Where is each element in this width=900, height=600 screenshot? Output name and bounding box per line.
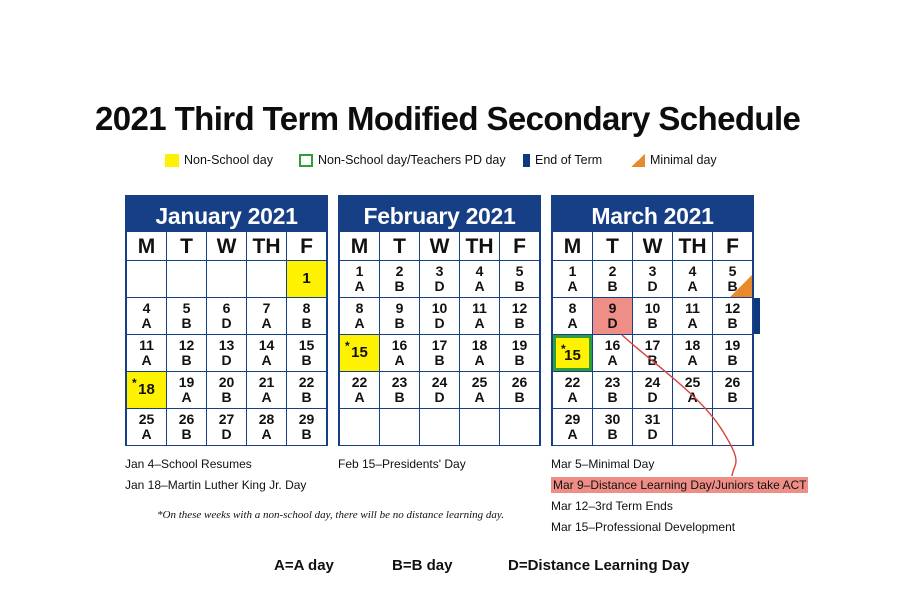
- day-cell: [167, 298, 206, 334]
- day-letter: A: [687, 352, 698, 368]
- day-letter: B: [221, 389, 232, 405]
- day-number: 31: [644, 411, 661, 427]
- day-number: 25: [138, 411, 155, 427]
- day-letter: A: [261, 352, 272, 368]
- empty-day-cell: [340, 409, 379, 445]
- day-letter: D: [434, 315, 445, 331]
- february-notes: [338, 454, 466, 475]
- day-letter: B: [181, 426, 192, 442]
- note-mar-professional-development: Mar 15–Professional Development: [551, 520, 736, 534]
- day-letter: D: [221, 426, 232, 442]
- day-letter: B: [727, 278, 738, 294]
- minimal-day-triangle-icon: [730, 275, 752, 297]
- day-cell: [553, 372, 592, 408]
- day-number: 9: [395, 300, 404, 316]
- day-number: 24: [644, 374, 661, 390]
- day-cell: [340, 335, 379, 371]
- day-cell: [380, 261, 419, 297]
- day-cell: [553, 409, 592, 445]
- day-number: 14: [258, 337, 275, 353]
- day-cell: [673, 372, 712, 408]
- day-letter: B: [301, 352, 312, 368]
- weekday-header: TH: [673, 232, 712, 260]
- day-number: 24: [431, 374, 448, 390]
- day-cell: [287, 261, 326, 297]
- day-number: 25: [471, 374, 488, 390]
- end-of-term-bar-icon: [754, 298, 760, 334]
- orange-triangle-swatch-icon: [631, 154, 645, 167]
- day-letter: A: [141, 352, 152, 368]
- day-letter: A: [474, 315, 485, 331]
- day-number: 9: [608, 300, 617, 316]
- day-number: 25: [684, 374, 701, 390]
- day-cell: [500, 298, 539, 334]
- empty-day-cell: [420, 409, 459, 445]
- note-feb-presidents-day: Feb 15–Presidents' Day: [338, 457, 466, 471]
- day-letter: B: [514, 315, 525, 331]
- day-cell: [127, 372, 166, 408]
- day-letter: A: [181, 389, 192, 405]
- day-number: 1: [302, 270, 311, 287]
- day-number: 5: [728, 263, 737, 279]
- day-number: 19: [178, 374, 195, 390]
- note-mar-distance-learning: Mar 9–Distance Learning Day/Juniors take ACT: [553, 478, 807, 492]
- weekday-header: F: [713, 232, 752, 260]
- day-cell: [287, 372, 326, 408]
- legend-end-term: [523, 153, 602, 167]
- day-number: 3: [435, 263, 444, 279]
- day-letter: A: [474, 389, 485, 405]
- day-letter: B: [647, 315, 658, 331]
- weekday-header: T: [380, 232, 419, 260]
- empty-day-cell: [247, 261, 286, 297]
- day-cell: [167, 335, 206, 371]
- day-letter: B: [301, 315, 312, 331]
- day-number: 15: [298, 337, 315, 353]
- green-outline-swatch-icon: [299, 154, 313, 167]
- legend-minimal: [631, 153, 717, 167]
- day-cell: [593, 335, 632, 371]
- day-number: 15: [564, 347, 581, 364]
- day-cell: [460, 261, 499, 297]
- day-number: 19: [511, 337, 528, 353]
- asterisk-mark: *: [345, 339, 350, 353]
- weekday-header: M: [340, 232, 379, 260]
- day-number: 27: [218, 411, 235, 427]
- day-letter: D: [647, 426, 658, 442]
- day-letter: B: [727, 389, 738, 405]
- note-mar-minimal-day: Mar 5–Minimal Day: [551, 457, 655, 471]
- day-letter: B: [727, 352, 738, 368]
- day-number: 21: [258, 374, 275, 390]
- day-number: 26: [724, 374, 741, 390]
- day-cell: [380, 298, 419, 334]
- day-cell: [287, 335, 326, 371]
- day-letter: D: [434, 278, 445, 294]
- calendar-january: [125, 195, 328, 446]
- weekday-header: M: [553, 232, 592, 260]
- day-number: 19: [724, 337, 741, 353]
- asterisk-mark: *: [561, 342, 566, 356]
- weekday-header: W: [633, 232, 672, 260]
- day-letter: A: [354, 389, 365, 405]
- day-cell: [420, 261, 459, 297]
- day-cell: [553, 335, 592, 371]
- day-number: 8: [568, 300, 577, 316]
- footnote: *On these weeks with a non-school day, there will be no distance learning day.: [157, 509, 504, 521]
- weekday-header: W: [207, 232, 246, 260]
- weekday-header: T: [593, 232, 632, 260]
- day-cell: [633, 261, 672, 297]
- day-number: 23: [604, 374, 621, 390]
- day-cell: [500, 372, 539, 408]
- day-number: 17: [431, 337, 448, 353]
- day-number: 30: [604, 411, 621, 427]
- day-letter: A: [687, 389, 698, 405]
- legend-pd-day-label: Non-School day/Teachers PD day: [318, 153, 506, 167]
- day-cell: [460, 335, 499, 371]
- empty-day-cell: [127, 261, 166, 297]
- day-letter: A: [261, 426, 272, 442]
- day-number: 18: [138, 381, 155, 398]
- empty-day-cell: [673, 409, 712, 445]
- day-cell: [420, 335, 459, 371]
- day-letter: B: [514, 352, 525, 368]
- day-number: 2: [395, 263, 404, 279]
- day-cell: [713, 335, 752, 371]
- day-letter: D: [647, 389, 658, 405]
- empty-day-cell: [500, 409, 539, 445]
- empty-day-cell: [460, 409, 499, 445]
- note-mar-term-ends: Mar 12–3rd Term Ends: [551, 499, 673, 513]
- day-number: 1: [568, 263, 577, 279]
- legend-minimal-label: Minimal day: [650, 153, 717, 167]
- day-number: 16: [604, 337, 621, 353]
- day-letter: A: [474, 352, 485, 368]
- month-grid: [553, 232, 752, 445]
- day-cell: [553, 298, 592, 334]
- day-cell: [287, 409, 326, 445]
- day-cell: [713, 298, 752, 334]
- day-letter: D: [607, 315, 618, 331]
- day-cell: [380, 372, 419, 408]
- day-cell: [127, 298, 166, 334]
- day-cell: [633, 298, 672, 334]
- day-cell: [673, 261, 712, 297]
- weekday-header: W: [420, 232, 459, 260]
- day-number: 17: [644, 337, 661, 353]
- day-cell: [127, 335, 166, 371]
- day-letter: D: [221, 315, 232, 331]
- day-letter: B: [181, 352, 192, 368]
- key-b-day: B=B day: [392, 557, 453, 574]
- day-cell: [247, 372, 286, 408]
- day-cell: [593, 298, 632, 334]
- day-cell: [167, 409, 206, 445]
- day-letter: A: [687, 278, 698, 294]
- day-cell: [420, 372, 459, 408]
- day-letter: A: [141, 315, 152, 331]
- asterisk-mark: *: [132, 376, 137, 390]
- day-cell: [633, 335, 672, 371]
- day-number: 5: [182, 300, 191, 316]
- day-cell: [673, 335, 712, 371]
- day-cell: [127, 409, 166, 445]
- weekday-header: TH: [460, 232, 499, 260]
- month-title: March 2021: [591, 203, 714, 229]
- calendar-february: [338, 195, 541, 446]
- day-letter: B: [301, 426, 312, 442]
- day-letter: B: [394, 315, 405, 331]
- day-letter: D: [434, 389, 445, 405]
- day-cell: [167, 372, 206, 408]
- day-number: 6: [222, 300, 231, 316]
- day-letter: A: [354, 315, 365, 331]
- day-cell: [207, 372, 246, 408]
- day-number: 4: [688, 263, 697, 279]
- day-letter: B: [394, 278, 405, 294]
- day-number: 5: [515, 263, 524, 279]
- month-title: February 2021: [363, 203, 516, 229]
- day-number: 2: [608, 263, 617, 279]
- day-number: 4: [475, 263, 484, 279]
- day-letter: A: [567, 315, 578, 331]
- day-cell: [673, 298, 712, 334]
- day-letter: A: [354, 278, 365, 294]
- legend-end-term-label: End of Term: [535, 153, 603, 167]
- day-number: 22: [298, 374, 315, 390]
- day-letter: B: [434, 352, 445, 368]
- day-cell: [593, 261, 632, 297]
- day-cell: [380, 335, 419, 371]
- day-number: 10: [431, 300, 448, 316]
- day-number: 26: [511, 374, 528, 390]
- day-number: 18: [471, 337, 488, 353]
- day-number: 3: [648, 263, 657, 279]
- day-number: 29: [298, 411, 315, 427]
- day-cell: [713, 372, 752, 408]
- day-number: 12: [724, 300, 741, 316]
- page-title: 2021 Third Term Modified Secondary Schedule: [95, 100, 801, 137]
- day-cell: [500, 335, 539, 371]
- day-cell: [553, 261, 592, 297]
- day-letter: A: [687, 315, 698, 331]
- day-cell: [207, 335, 246, 371]
- day-number: 16: [391, 337, 408, 353]
- day-letter: A: [567, 278, 578, 294]
- day-number: 8: [355, 300, 364, 316]
- day-cell: [460, 372, 499, 408]
- day-letter: A: [567, 389, 578, 405]
- empty-day-cell: [380, 409, 419, 445]
- weekday-header: F: [287, 232, 326, 260]
- empty-day-cell: [167, 261, 206, 297]
- month-grid: [340, 232, 539, 445]
- day-cell: [287, 298, 326, 334]
- day-letter: D: [647, 278, 658, 294]
- day-number: 23: [391, 374, 408, 390]
- day-number: 12: [178, 337, 195, 353]
- day-number: 13: [218, 337, 235, 353]
- day-cell: [340, 261, 379, 297]
- day-number: 11: [139, 337, 154, 353]
- day-cell: [633, 409, 672, 445]
- day-number: 18: [684, 337, 701, 353]
- day-cell: [633, 372, 672, 408]
- day-letter: B: [181, 315, 192, 331]
- weekday-header: F: [500, 232, 539, 260]
- day-number: 11: [472, 300, 487, 316]
- day-number: 12: [511, 300, 528, 316]
- day-letter: B: [607, 426, 618, 442]
- day-cell: [207, 298, 246, 334]
- day-letter: B: [647, 352, 658, 368]
- key-distance-learning: D=Distance Learning Day: [508, 557, 690, 574]
- day-number: 11: [685, 300, 700, 316]
- day-cell: [500, 261, 539, 297]
- day-number: 4: [142, 300, 151, 316]
- day-letter: A: [261, 389, 272, 405]
- day-letter: A: [474, 278, 485, 294]
- day-letter: A: [607, 352, 618, 368]
- day-letter: B: [607, 278, 618, 294]
- calendar-march: [551, 195, 754, 446]
- day-letter: B: [394, 389, 405, 405]
- day-letter: B: [727, 315, 738, 331]
- note-jan-mlk-day: Jan 18–Martin Luther King Jr. Day: [125, 478, 307, 492]
- legend-non-school-label: Non-School day: [184, 153, 273, 167]
- legend-pd-day: [299, 153, 506, 167]
- legend-non-school: [165, 153, 273, 167]
- day-number: 26: [178, 411, 195, 427]
- day-letter: A: [567, 426, 578, 442]
- day-cell: [247, 335, 286, 371]
- key-a-day: A=A day: [274, 557, 334, 574]
- day-type-key: [0, 557, 900, 577]
- day-letter: A: [141, 426, 152, 442]
- day-letter: D: [221, 352, 232, 368]
- day-number: 1: [355, 263, 364, 279]
- day-letter: A: [394, 352, 405, 368]
- day-number: 28: [258, 411, 275, 427]
- note-jan-school-resumes: Jan 4–School Resumes: [125, 457, 252, 471]
- day-cell: [247, 298, 286, 334]
- day-letter: B: [514, 389, 525, 405]
- day-cell: [420, 298, 459, 334]
- day-cell: [247, 409, 286, 445]
- navy-bar-swatch-icon: [523, 154, 530, 167]
- day-number: 8: [302, 300, 311, 316]
- day-cell: [340, 372, 379, 408]
- march-notes: [551, 454, 808, 538]
- day-number: 20: [218, 374, 235, 390]
- empty-day-cell: [207, 261, 246, 297]
- day-cell: [340, 298, 379, 334]
- day-number: 22: [564, 374, 581, 390]
- weekday-header: T: [167, 232, 206, 260]
- day-letter: B: [607, 389, 618, 405]
- month-grid: [127, 232, 326, 445]
- day-cell: [593, 372, 632, 408]
- day-number: 29: [564, 411, 581, 427]
- weekday-header: M: [127, 232, 166, 260]
- day-number: 10: [644, 300, 661, 316]
- day-number: 22: [351, 374, 368, 390]
- empty-day-cell: [713, 409, 752, 445]
- weekday-header: TH: [247, 232, 286, 260]
- legend: [165, 153, 765, 171]
- day-cell: [460, 298, 499, 334]
- january-notes: [125, 454, 306, 496]
- day-letter: B: [301, 389, 312, 405]
- day-cell: [713, 261, 752, 297]
- day-letter: A: [261, 315, 272, 331]
- month-title: January 2021: [155, 203, 298, 229]
- day-cell: [207, 409, 246, 445]
- day-number: 15: [351, 344, 368, 361]
- day-cell: [593, 409, 632, 445]
- day-number: 7: [262, 300, 271, 316]
- day-letter: B: [514, 278, 525, 294]
- yellow-swatch-icon: [165, 154, 179, 167]
